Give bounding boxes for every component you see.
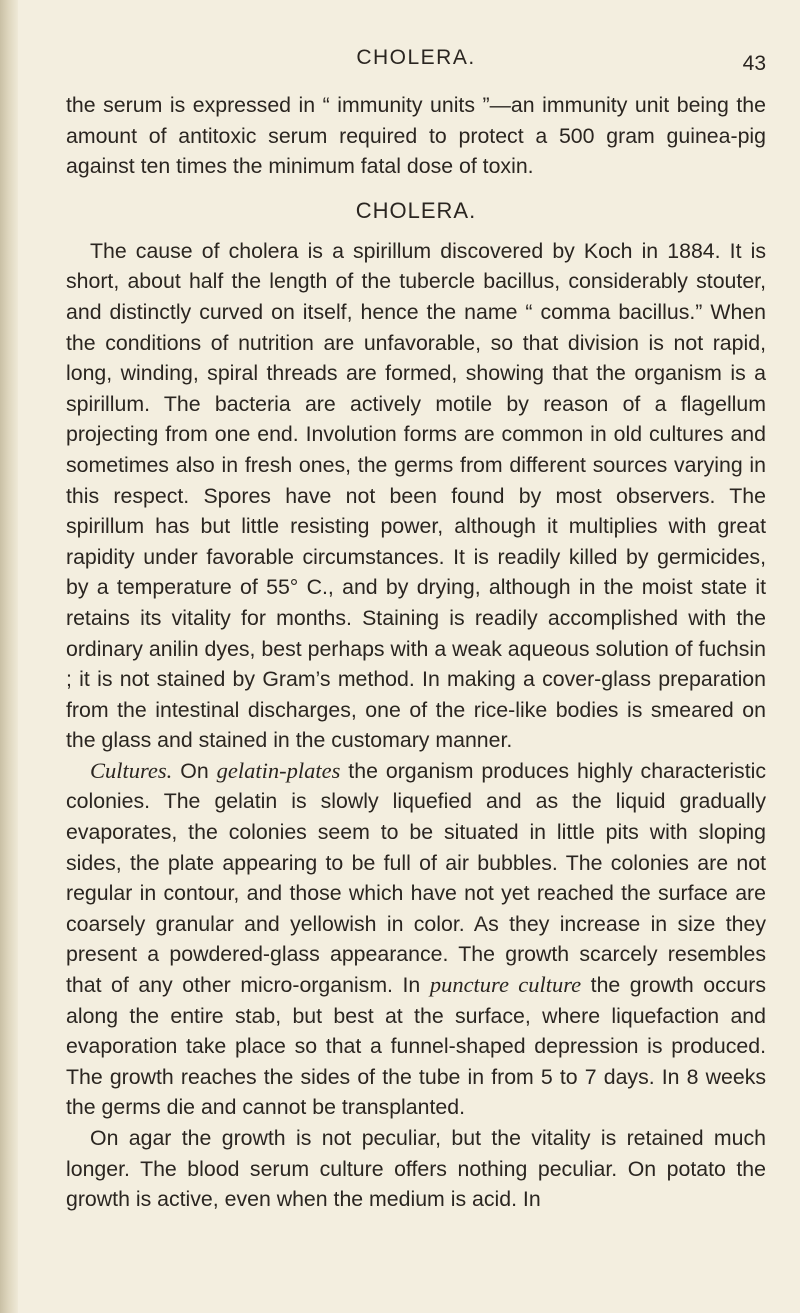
cultures-text-c: the growth occurs along the entire stab, but best at the surface, where liquefaction and evaporation take place so that a funnel-shaped depression is produced. The growth reaches the sides of the tube in from 5 to 7 days. In 8 weeks the germs die and cannot be transplanted. bbox=[66, 973, 766, 1120]
body-text bbox=[66, 90, 766, 1215]
section-heading: CHOLERA. bbox=[355, 197, 477, 223]
continuation-paragraph: the serum is expressed in “ immunity units ”—an immunity unit being the amount of antitoxic serum required to protect a 500 gram guinea-pig against ten times the minimum fatal dose of toxin. bbox=[66, 93, 766, 179]
cultures-label: Cultures. bbox=[90, 757, 173, 783]
book-page bbox=[66, 0, 766, 1313]
cultures-paragraph bbox=[66, 756, 766, 1123]
book-gutter-shadow bbox=[0, 0, 18, 1313]
cultures-text-a: On bbox=[172, 758, 217, 783]
gelatin-plates-label: gelatin-plates bbox=[216, 757, 341, 783]
page-number: 43 bbox=[742, 52, 766, 75]
running-head bbox=[66, 46, 766, 80]
intro-paragraph: The cause of cholera is a spirillum discovered by Koch in 1884. It is short, about half the length of the tubercle bacillus, considerably stouter, and distinctly curved on itself, hence the name “ comma bacillus.” When the conditions of nutrition are unfavorable, so that division is not rapid, long, winding, spiral threads are formed, showing that the organism is a spirillum. The bacteria are actively motile by reason of a flagellum projecting from one end. Involution forms are common in old cultures and sometimes also in fresh ones, the germs from different sources varying in this respect. Spores have not been found by most observers. The spirillum has but little resisting power, although it multiplies with great rapidity under favorable circumstances. It is readily killed by germicides, by a temperature of 55° C., and by drying, although in the moist state it retains its vitality for months. Staining is readily accomplished with the ordinary anilin dyes, best perhaps with a weak aqueous solution of fuchsin ; it is not stained by Gram’s method. In making a cover-glass preparation from the intestinal discharges, one of the rice-like bodies is smeared on the glass and stained in the customary manner. bbox=[66, 238, 766, 753]
agar-paragraph: On agar the growth is not peculiar, but the vitality is retained much longer. The blood serum culture offers nothing peculiar. On potato the growth is active, even when the medium is acid. In bbox=[66, 1126, 766, 1212]
cultures-text-b: the organism produces highly characteristic colonies. The gelatin is slowly liquefied and as the liquid gradually evaporates, the colonies seem to be situated in little pits with sloping sides, the plate appearing to be full of air bubbles. The colonies are not regular in contour, and those which have not yet reached the surface are coarsely granular and yellowish in color. As they increase in size they present a powdered-glass appearance. The growth scarcely resembles that of any other micro-organism. In bbox=[66, 758, 766, 998]
running-title: CHOLERA. bbox=[356, 46, 476, 69]
puncture-culture-label: puncture culture bbox=[429, 972, 582, 998]
